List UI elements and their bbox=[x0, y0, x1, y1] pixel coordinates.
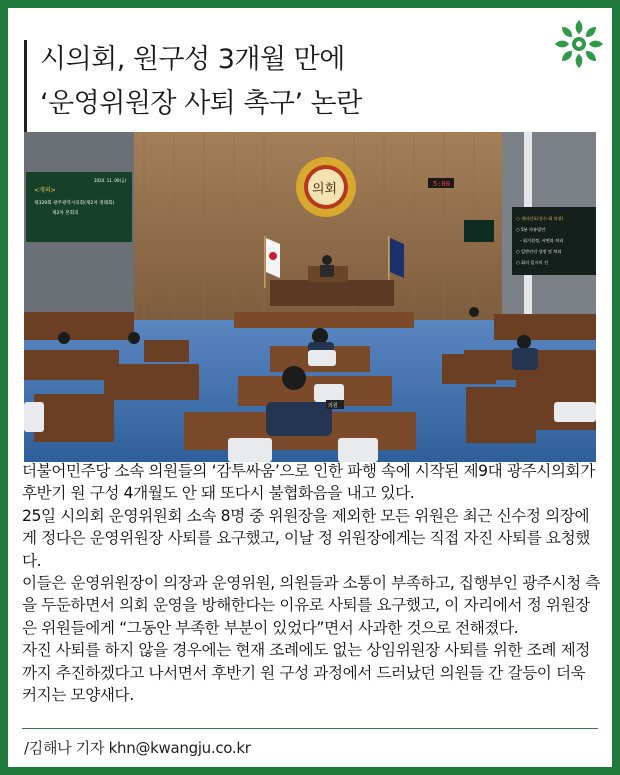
article-card bbox=[8, 8, 612, 767]
article-paragraph-2: 25일 시의회 운영위원회 소속 8명 중 위원장을 제외한 모든 위원은 최근 신수정 의장에게 정다은 운영위원장 사퇴를 요구했고, 이날 정 위원장에게는 직접 자진 사퇴를 요청했다. bbox=[22, 506, 590, 570]
right-screen-line-2: ○ 5분 자유발언 bbox=[516, 227, 546, 232]
left-screen-date: 2024. 11. 00(금) bbox=[94, 178, 127, 183]
council-emblem-icon bbox=[296, 157, 356, 217]
left-screen-line-2: 제329회 광주광역시의회(제2차 정례회) bbox=[34, 201, 115, 206]
article-body bbox=[22, 460, 600, 706]
right-screen-line-1: ○ 개의선포(성수·회 의장) bbox=[516, 216, 564, 221]
right-screen-line-4: ○ 일반안건 상정 및 처리 bbox=[516, 249, 562, 254]
emblem-text: 의회 bbox=[312, 182, 338, 197]
left-screen-line-3: 제2차 본회의 bbox=[52, 211, 79, 216]
article-paragraph-3: 이들은 운영위원장이 의장과 운영위원, 의원들과 소통이 부족하고, 집행부인 광주시청 측을 두둔하면서 의회 운영을 방해한다는 이유로 사퇴를 요구했고, 이 자리에서 정 위원장은 위원들에게 “그동안 부족한 부분이 있었다”면서 사과한 것으로 전해졌다. bbox=[22, 574, 601, 637]
clock-text: 5:00 bbox=[433, 180, 450, 188]
article-paragraph-4: 자진 사퇴를 하지 않을 경우에는 현재 조례에도 없는 상임위원장 사퇴를 위한 조례 제정까지 추진하겠다고 나서면서 후반기 원 구성 과정에서 드러났던 의원들 간 갈등이 더욱 커지는 모양새다. bbox=[22, 641, 590, 705]
headline-line-1: 시의회, 원구성 3개월 만에 bbox=[40, 44, 345, 75]
left-screen-line-1: <개의> bbox=[34, 187, 56, 194]
nameplate-text: 의원 bbox=[328, 403, 338, 409]
assembly-photo bbox=[24, 132, 596, 462]
right-screen-line-3: - 회기결정, 서면과 처리 bbox=[520, 238, 564, 243]
right-screen-line-5: ○ 회의 일시의 건 bbox=[516, 260, 548, 265]
headline-line-2: ‘운영위원장 사퇴 촉구’ 논란 bbox=[40, 88, 362, 119]
article-paragraph-1: 더불어민주당 소속 의원들의 ‘감투싸움’으로 인한 파행 속에 시작된 제9대 광주시의회가 후반기 원 구성 4개월도 안 돼 또다시 불협화음을 내고 있다. bbox=[22, 462, 595, 503]
assembly-hall-illustration bbox=[24, 132, 596, 462]
byline-divider bbox=[22, 728, 598, 729]
headline-accent-bar bbox=[24, 40, 27, 132]
byline: /김해나 기자 khn@kwangju.co.kr bbox=[24, 739, 251, 757]
newspaper-logo-icon bbox=[553, 18, 605, 70]
headline bbox=[40, 38, 520, 126]
